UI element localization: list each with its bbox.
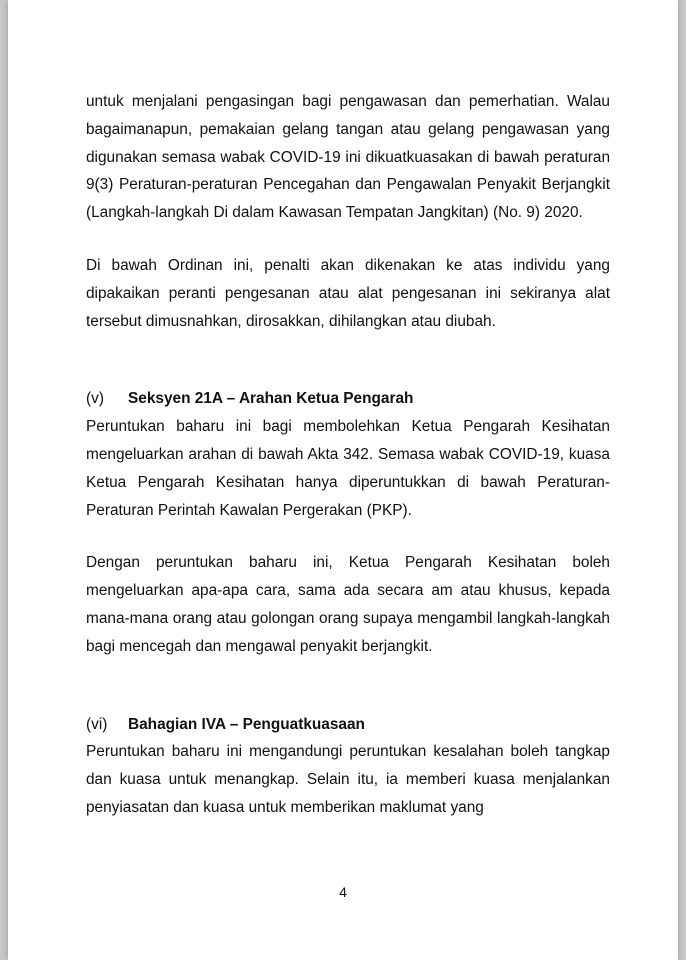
section-number: (vi) (86, 715, 108, 733)
paragraph: untuk menjalani pengasingan bagi pengawasan dan pemerhatian. Walau bagaimanapun, pemakaian gelang tangan atau gelang pengawasan yang digunakan semasa wabak COVID-19 ini dikuatkuasakan di bawah peraturan 9(3) Peraturan-peraturan Pencegahan dan Pengawalan Penyakit Berjangkit (Langkah-langkah Di dalam Kawasan Tempatan Jangkitan) (No. 9) 2020. (86, 93, 610, 222)
page-content (86, 88, 610, 822)
section-heading-v (86, 385, 610, 413)
section-number: (v) (86, 390, 104, 408)
section-heading-vi (86, 711, 610, 739)
paragraph: Peruntukan baharu ini mengandungi peruntukan kesalahan boleh tangkap dan kuasa untuk menangkap. Selain itu, ia memberi kuasa menjalankan penyiasatan dan kuasa untuk memberikan maklumat yang (86, 743, 610, 816)
document-page (8, 0, 678, 960)
section-title: Bahagian IVA – Penguatkuasaan (128, 715, 365, 733)
page-number: 4 (339, 884, 347, 900)
section-title: Seksyen 21A – Arahan Ketua Pengarah (128, 390, 414, 408)
paragraph: Dengan peruntukan baharu ini, Ketua Pengarah Kesihatan boleh mengeluarkan apa-apa cara, sama ada secara am atau khusus, kepada mana-mana orang atau golongan orang supaya mengambil langkah-langkah bagi mencegah dan mengawal penyakit berjangkit. (86, 554, 610, 655)
paragraph: Peruntukan baharu ini bagi membolehkan Ketua Pengarah Kesihatan mengeluarkan arahan di bawah Akta 342. Semasa wabak COVID-19, kuasa Ketua Pengarah Kesihatan hanya diperuntukkan di bawah Peraturan-Peraturan Perintah Kawalan Pergerakan (PKP). (86, 418, 610, 519)
paragraph: Di bawah Ordinan ini, penalti akan dikenakan ke atas individu yang dipakaikan peranti pengesanan atau alat pengesanan ini sekiranya alat tersebut dimusnahkan, dirosakkan, dihilangkan atau diubah. (86, 256, 610, 330)
